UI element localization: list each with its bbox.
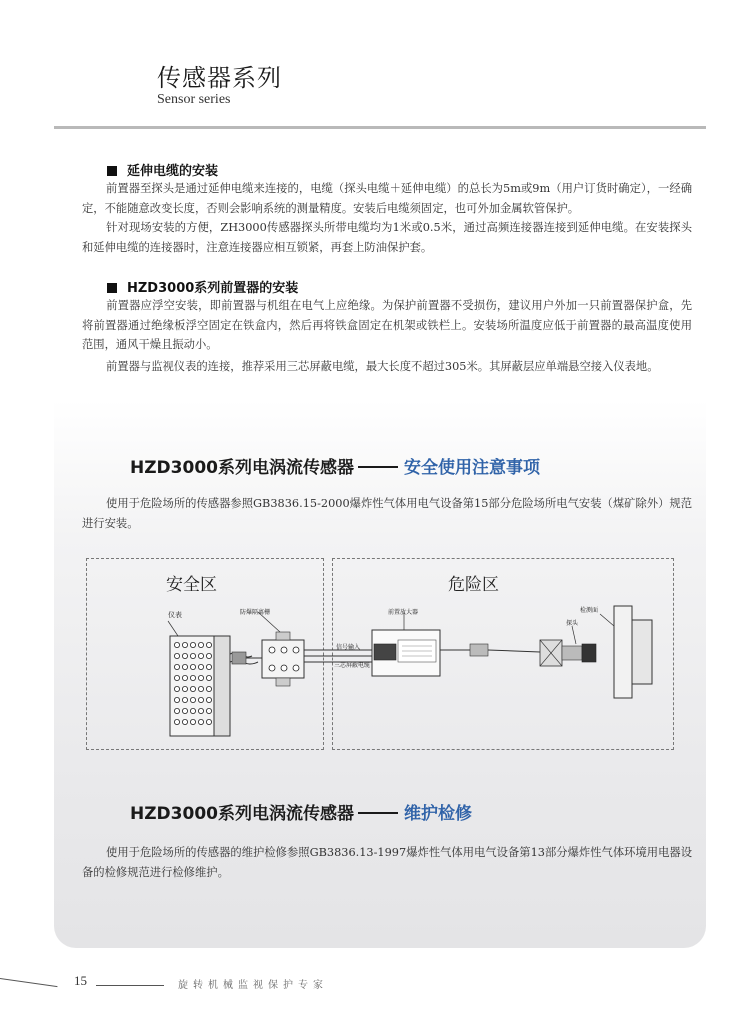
label-signal-input: 信号输入	[336, 644, 361, 651]
probe-assembly	[488, 626, 596, 666]
preamplifier	[372, 612, 488, 676]
safe-zone-label: 安全区	[166, 575, 217, 595]
page-title: 传感器系列	[157, 64, 282, 92]
label-cable: 三芯屏蔽电缆	[334, 662, 371, 669]
section-heading-preamp: HZD3000系列前置器的安装	[107, 277, 298, 296]
footer-line-right	[96, 985, 164, 986]
label-detect-surface: 检测面	[580, 607, 599, 614]
maintenance-heading: HZD3000系列电涡流传感器 维护检修	[130, 804, 472, 824]
safety-heading: HZD3000系列电涡流传感器 安全使用注意事项	[130, 458, 540, 478]
page-number: 15	[74, 973, 87, 988]
section-heading-extension-cable: 延伸电缆的安装	[107, 160, 218, 179]
instrument-barrier-cable	[230, 652, 262, 664]
safety-text: 使用于危险场所的传感器参照GB3836.15-2000爆炸性气体用电气设备第15部分危险场所电气安装（煤矿除外）规范进行安装。	[82, 497, 692, 530]
label-barrier: 防爆隔离栅	[240, 609, 271, 616]
paragraph-extension-cable-2: 针对现场安装的方便，ZH3000传感器探头所带电缆均为1米或0.5米，通过高频连接器连接到延伸电缆。在安装探头和延伸电缆的连接器时，注意连接器应相互锁紧，再套上防油保护套。	[82, 221, 692, 254]
label-probe: 探头	[566, 620, 579, 627]
label-instrument: 仪表	[168, 611, 182, 619]
paragraph-preamp-2: 前置器与监视仪表的连接，推荐采用三芯屏蔽电缆，最大长度不超过305米。其屏蔽层应单端悬空接入仪表地。	[106, 360, 659, 373]
page-subtitle: Sensor series	[157, 92, 231, 107]
instrument-rack	[168, 621, 230, 736]
danger-zone-label: 危险区	[448, 575, 499, 595]
paragraph-extension-cable-1: 前置器至探头是通过延伸电缆来连接的，电缆（探头电缆＋延伸电缆）的总长为5m或9m（用户订货时确定），一经确定，不能随意改变长度，否则会影响系统的测量精度。安装后电缆须固定，也可外加金属软管保护。	[82, 182, 692, 215]
heading-dash	[358, 812, 398, 814]
explosion-proof-barrier	[258, 612, 304, 686]
footer-slogan: 旋转机械监视保护专家	[178, 980, 328, 991]
label-preamp: 前置放大器	[388, 609, 419, 616]
paragraph-preamp-1: 前置器应浮空安装，即前置器与机组在电气上应绝缘。为保护前置器不受损伤，建议用户外加一只前置器保护盒，先将前置器通过绝缘板浮空固定在铁盒内，然后再将铁盒固定在机架或铁栏上。安装场所温度应低于前置器的最高温度使用范围，通风干燥且振动小。	[82, 299, 692, 351]
maintenance-text: 使用于危险场所的传感器的维护检修参照GB3836.13-1997爆炸性气体用电气设备第13部分爆炸性气体环境用电器设备的检修规范进行检修维护。	[82, 846, 692, 879]
machine-target	[600, 606, 652, 698]
